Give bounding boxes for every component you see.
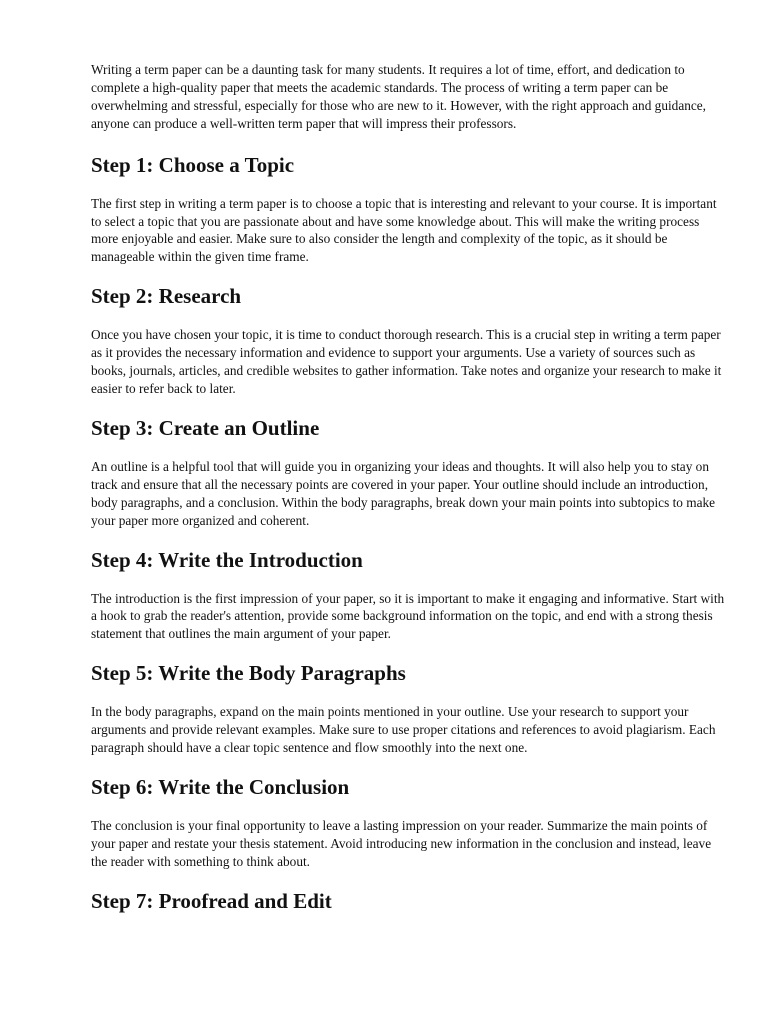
section-step-2 <box>91 283 727 398</box>
section-body: The conclusion is your final opportunity to leave a lasting impression on your reader. Summarize the main points of your paper and restate your thesis statement. Avoid introducing new information in the conclusion and instead, leave the reader with something to think about. <box>91 817 712 869</box>
section-body: An outline is a helpful tool that will guide you in organizing your ideas and thoughts. It will also help you to stay on track and ensure that all the necessary points are covered in your paper. Your outline should include an introduction, body paragraphs, and a conclusion. Within the body paragraphs, break down your main points into subtopics to make your paper more organized and coherent. <box>91 458 716 528</box>
section-step-4 <box>91 547 727 644</box>
document-page <box>91 61 727 931</box>
section-heading: Step 2: Research <box>91 284 242 309</box>
section-heading: Step 7: Proofread and Edit <box>91 888 332 913</box>
section-step-6 <box>91 774 727 871</box>
intro-paragraph: Writing a term paper can be a daunting task for many students. It requires a lot of time, effort, and dedication to complete a high-quality paper that meets the academic standards. The process of writing a term paper can be overwhelming and stressful, especially for those who are new to it. However, with the right approach and guidance, anyone can produce a well-written term paper that will impress their professors. <box>91 62 707 131</box>
section-step-3 <box>91 415 727 530</box>
section-heading: Step 6: Write the Conclusion <box>91 774 350 799</box>
section-heading: Step 1: Choose a Topic <box>91 152 295 177</box>
section-body: In the body paragraphs, expand on the main points mentioned in your outline. Use your research to support your arguments and provide relevant examples. Make sure to use proper citations and references to avoid plagiarism. Each paragraph should have a clear topic sentence and flow smoothly into the next one. <box>91 704 716 756</box>
section-body: The introduction is the first impression of your paper, so it is important to make it engaging and informative. Start with a hook to grab the reader's attention, provide some background information on the topic, and end with a strong thesis statement that outlines the main argument of your paper. <box>91 590 725 642</box>
section-heading: Step 5: Write the Body Paragraphs <box>91 661 406 686</box>
section-heading: Step 4: Write the Introduction <box>91 547 363 572</box>
section-body: The first step in writing a term paper is to choose a topic that is interesting and relevant to your course. It is important to select a topic that you are passionate about and have some knowledge about. This will make the writing process more enjoyable and easier. Make sure to also consider the length and complexity of the topic, as it should be manageable within the given time frame. <box>91 195 717 265</box>
section-step-5 <box>91 660 727 757</box>
section-step-1 <box>91 152 727 267</box>
section-step-7 <box>91 888 727 914</box>
section-body: Once you have chosen your topic, it is time to conduct thorough research. This is a crucial step in writing a term paper as it provides the necessary information and evidence to support your arguments. Use a variety of sources such as books, journals, articles, and credible websites to gather information. Take notes and organize your research to make it easier to refer back to later. <box>91 327 722 396</box>
section-heading: Step 3: Create an Outline <box>91 415 320 440</box>
